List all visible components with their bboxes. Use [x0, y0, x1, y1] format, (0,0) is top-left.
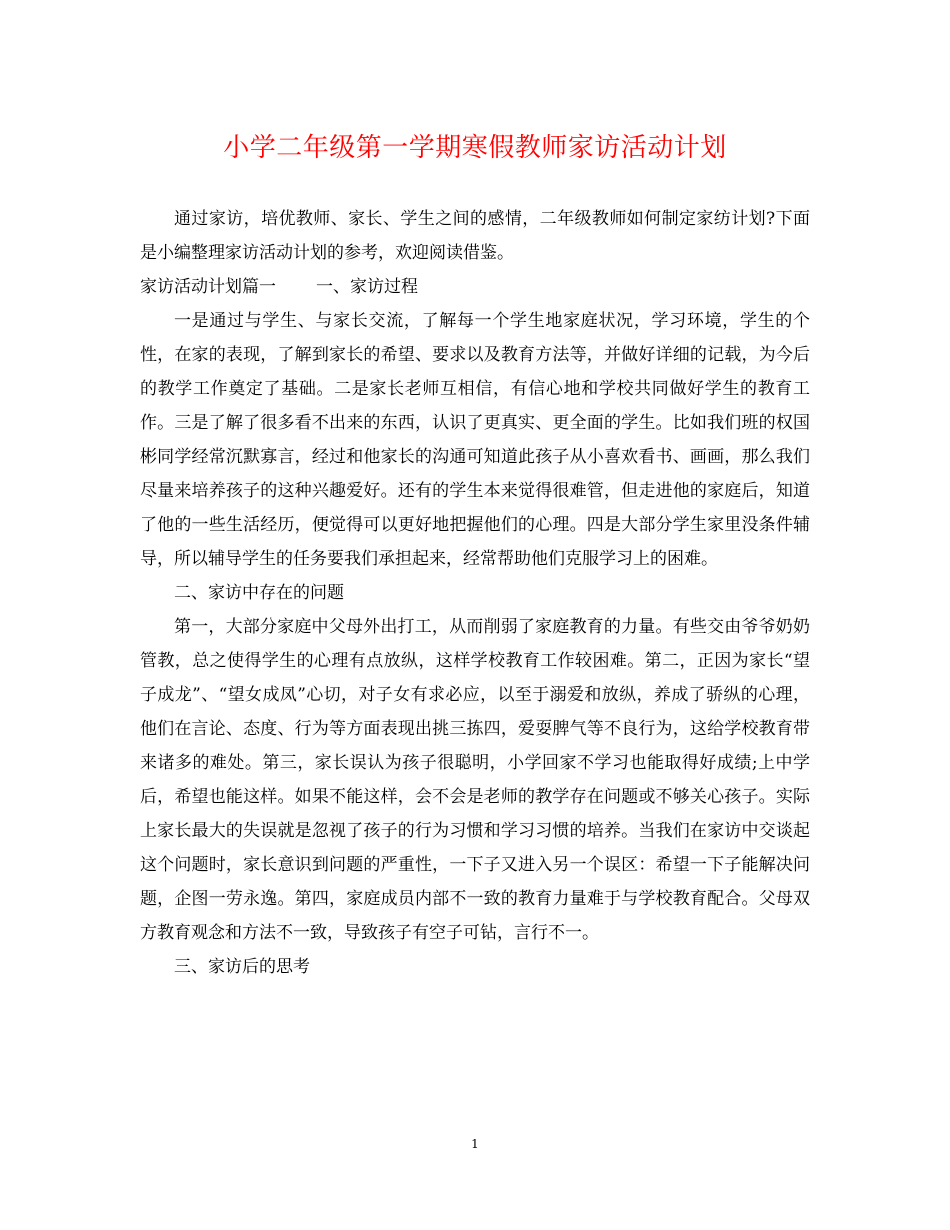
section1-paragraph: 一是通过与学生、与家长交流，了解每一个学生地家庭状况，学习环境，学生的个性，在家的表现，了解到家长的希望、要求以及教育方法等，并做好详细的记载，为今后的教学工作奠定了基础。二是家长老师互相信，有信心地和学校共同做好学生的教育工作。三是了解了很多看不出来的东西，认识了更真实、更全面的学生。比如我们班的权国彬同学经常沉默寡言，经过和他家长的沟通可知道此孩子从小喜欢看书、画画，那么我们尽量来培养孩子的这种兴趣爱好。还有的学生本来觉得很难管，但走进他的家庭后，知道了他的一些生活经历，便觉得可以更好地把握他们的心理。四是大部分学生家里没条件辅导，所以辅导学生的任务要我们承担起来，经常帮助他们克服学习上的困难。 — [140, 311, 810, 569]
document-title: 小学二年级第一学期寒假教师家访活动计划 — [223, 133, 727, 163]
intro-paragraph: 通过家访，培优教师、家长、学生之间的感情，二年级教师如何制定家纺计划?下面是小编整理家访活动计划的参考，欢迎阅读借鉴。 — [140, 209, 810, 263]
document-body — [140, 202, 810, 984]
plan-heading-line — [140, 270, 810, 304]
section2-heading: 二、家访中存在的问题 — [174, 583, 344, 603]
section3-heading: 三、家访后的思考 — [174, 957, 310, 977]
section2-paragraph: 第一，大部分家庭中父母外出打工，从而削弱了家庭教育的力量。有些交由爷爷奶奶管教，总之使得学生的心理有点放纵，这样学校教育工作较困难。第二，正因为家长“望子成龙”、“望女成凤”心切，对子女有求必应，以至于溺爱和放纵，养成了骄纵的心理，他们在言论、态度、行为等方面表现出挑三拣四，爱耍脾气等不良行为，这给学校教育带来诸多的难处。第三，家长误认为孩子很聪明，小学回家不学习也能取得好成绩;上中学后，希望也能这样。如果不能这样，会不会是老师的教学存在问题或不够关心孩子。实际上家长最大的失误就是忽视了孩子的行为习惯和学习习惯的培养。当我们在家访中交谈起这个问题时，家长意识到问题的严重性，一下子又进入另一个误区：希望一下子能解决问题，企图一劳永逸。第四，家庭成员内部不一致的教育力量难于与学校教育配合。父母双方教育观念和方法不一致，导致孩子有空子可钻，言行不一。 — [140, 617, 810, 943]
plan-label: 家访活动计划篇一 — [140, 277, 276, 297]
section1-heading: 一、家访过程 — [316, 277, 418, 297]
page-number: 1 — [471, 1137, 479, 1151]
